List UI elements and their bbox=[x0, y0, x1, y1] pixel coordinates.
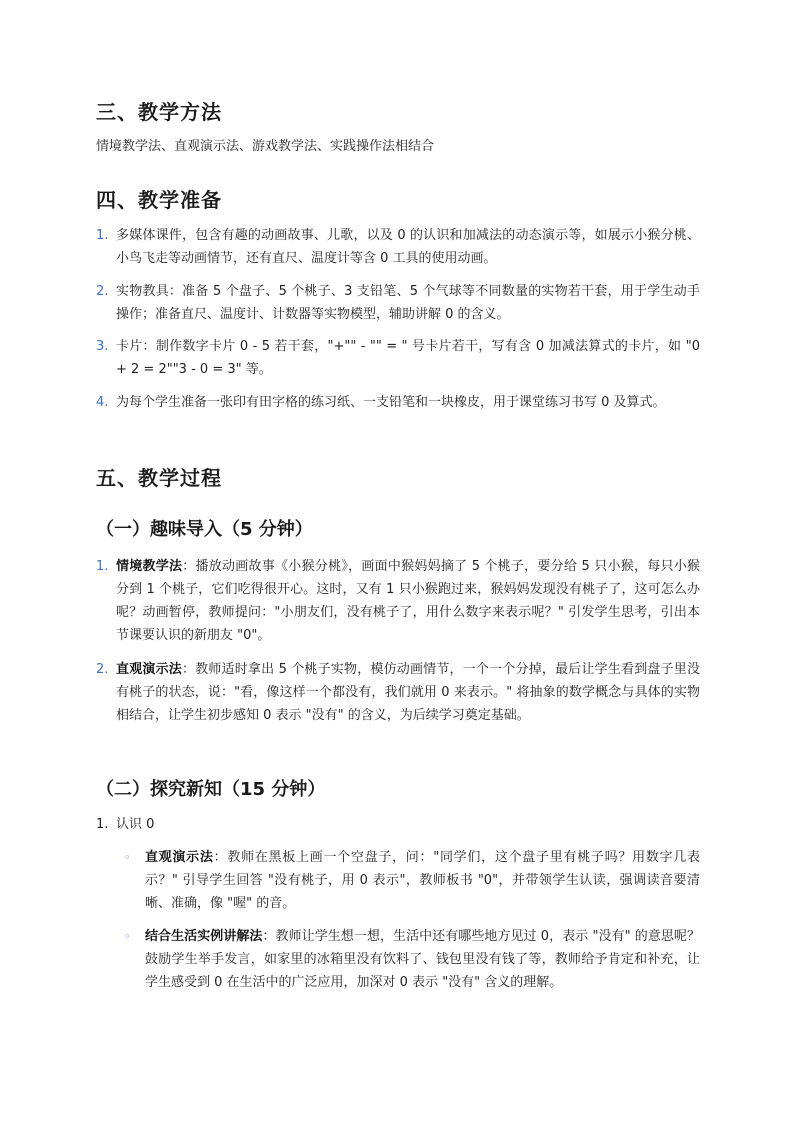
list-item-text bbox=[116, 555, 700, 647]
bullet-icon: ◦ bbox=[124, 930, 131, 943]
methods-text: 情境教学法、直观演示法、游戏教学法、实践操作法相结合 bbox=[96, 139, 435, 154]
method-description: ：教师让学生想一想，生活中还有哪些地方见过 0，表示 "没有" 的意思呢？鼓励学生举手发言，如家里的冰箱里没有饮料了、钱包里没有钱了等，教师给予肯定和补充，让学生感受到 0 在生活中的广泛应用，加深对 0 表示 "没有" 含义的理解。 bbox=[145, 929, 700, 990]
sub-list-item bbox=[120, 846, 700, 915]
list-item-text: 为每个学生准备一张印有田字格的练习纸、一支铅笔和一块橡皮，用于课堂练习书写 0 及算式。 bbox=[116, 395, 666, 410]
sub-list-item bbox=[120, 925, 700, 994]
list-item-text: 认识 0 bbox=[116, 817, 155, 832]
sub-list-item-text bbox=[145, 846, 700, 915]
subsection-heading-intro: （一）趣味导入（5 分钟） bbox=[96, 519, 313, 540]
list-number: 4. bbox=[96, 395, 109, 410]
list-number: 1. bbox=[96, 228, 109, 243]
list-item-text: 多媒体课件，包含有趣的动画故事、儿歌，以及 0 的认识和加减法的动态演示等，如展示小猴分桃、小鸟飞走等动画情节，还有直尺、温度计等含 0 工具的使用动画。 bbox=[116, 228, 700, 266]
list-number: 3. bbox=[96, 339, 109, 354]
section-heading-process: 五、教学过程 bbox=[96, 466, 222, 490]
list-item bbox=[96, 224, 700, 270]
list-item bbox=[96, 658, 700, 727]
list-item bbox=[96, 813, 700, 836]
bullet-icon: ◦ bbox=[124, 851, 131, 864]
list-item-text bbox=[116, 658, 700, 727]
sub-list-item-text bbox=[145, 925, 700, 994]
list-item bbox=[96, 335, 700, 381]
list-item bbox=[96, 555, 700, 647]
method-label: 直观演示法 bbox=[116, 662, 182, 677]
list-item bbox=[96, 391, 700, 414]
subsection-heading-explore: （二）探究新知（15 分钟） bbox=[96, 779, 326, 800]
method-label: 结合生活实例讲解法 bbox=[145, 929, 263, 944]
list-number: 2. bbox=[96, 284, 109, 299]
list-item-text: 实物教具：准备 5 个盘子、5 个桃子、3 支铅笔、5 个气球等不同数量的实物若干套，用于学生动手操作；准备直尺、温度计、计数器等实物模型，辅助讲解 0 的含义。 bbox=[116, 284, 700, 322]
list-item-text: 卡片：制作数字卡片 0 - 5 若干套，"+"" - "" = " 号卡片若干，写有含 0 加减法算式的卡片，如 "0 + 2 = 2""3 - 0 = 3" 等。 bbox=[116, 339, 700, 377]
method-label: 直观演示法 bbox=[145, 850, 214, 865]
method-description: ：教师在黑板上画一个空盘子，问："同学们，这个盘子里有桃子吗？用数字几表示？" 引导学生回答 "没有桃子，用 0 表示"，教师板书 "0"，并带领学生认读，强调读音要清晰、准确，像 "喔" 的音。 bbox=[145, 850, 700, 911]
method-description: ：教师适时拿出 5 个桃子实物，模仿动画情节，一个一个分掉，最后让学生看到盘子里没有桃子的状态，说："看，像这样一个都没有，我们就用 0 来表示。" 将抽象的数学概念与具体的实物相结合，让学生初步感知 0 表示 "没有" 的含义，为后续学习奠定基础。 bbox=[116, 662, 700, 723]
method-description: ：播放动画故事《小猴分桃》，画面中猴妈妈摘了 5 个桃子，要分给 5 只小猴，每只小猴分到 1 个桃子，它们吃得很开心。这时，又有 1 只小猴跑过来，猴妈妈发现没有桃子了，这可怎么办呢？动画暂停，教师提问："小朋友们，没有桃子了，用什么数字来表示呢？" 引发学生思考，引出本节课要认识的新朋友 "0"。 bbox=[116, 559, 700, 643]
list-number: 1. bbox=[96, 559, 109, 574]
method-label: 情境教学法 bbox=[116, 559, 183, 574]
list-number: 1. bbox=[96, 817, 109, 832]
section-heading-methods: 三、教学方法 bbox=[96, 100, 222, 124]
section-heading-preparation: 四、教学准备 bbox=[96, 188, 222, 212]
list-number: 2. bbox=[96, 662, 109, 677]
list-item bbox=[96, 280, 700, 326]
